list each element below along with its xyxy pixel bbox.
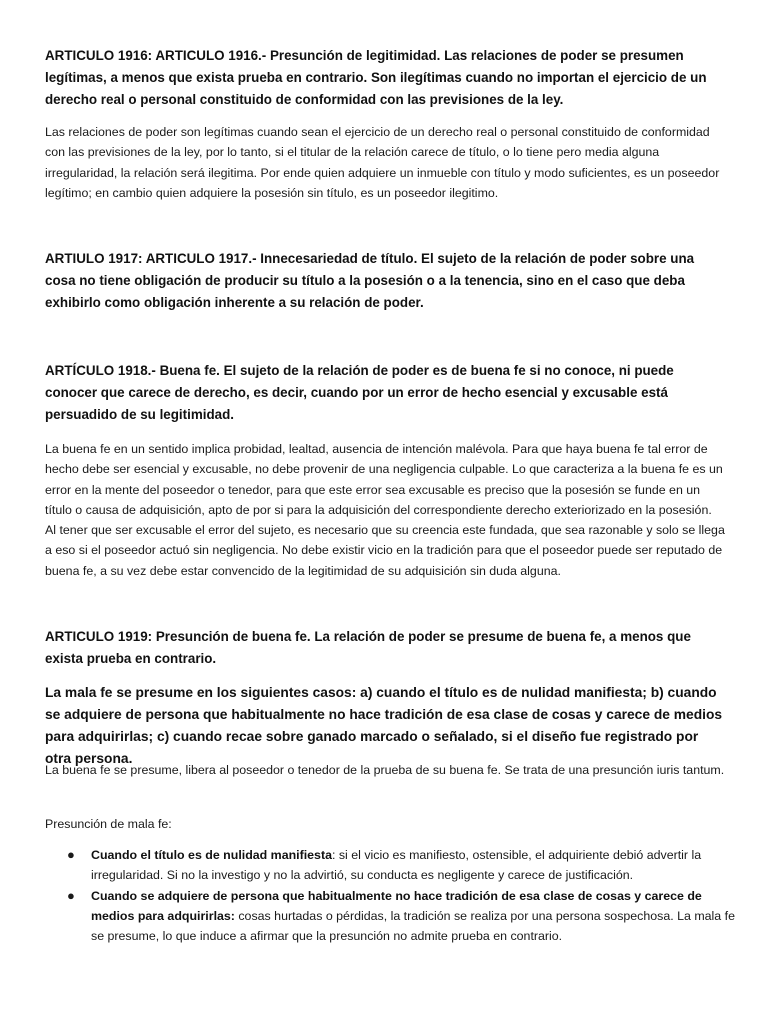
article-1918-paragraph: La buena fe en un sentido implica probidad, lealtad, ausencia de intención malévola. Para que haya buena fe tal error de hecho debe ser esencial y excusable, no debe provenir de una negligencia culpable. Lo que caracteriza a la buena fe es un error en la mente del poseedor o tenedor, para que este error sea excusable es preciso que la posesión se funde en un título o causa de adquisición, apto de por si para la adquisición del correspondiente derecho exteriorizado en la posesión. Al tener que ser excusable el error del sujeto, es necesario que su creencia este fundada, que sea razonable y solo se llega a eso si el poseedor actuó sin negligencia. No debe existir vicio en la tradición para que el poseedor puede ser reputado de buena fe, a su vez debe estar convencido de la legitimidad de su adquisición sin duda alguna. xyxy=(45,442,725,578)
list-item xyxy=(45,845,735,886)
bullet-bold-text: Cuando se adquiere de persona que habitualmente no hace tradición de esa clase de cosas y carece de medios para adquirirlas: xyxy=(91,888,702,923)
article-1918-heading: ARTÍCULO 1918.- Buena fe. El sujeto de la relación de poder es de buena fe si no conoce, ni puede conocer que carece de derecho, es decir, cuando por un error de hecho esencial y excusable está persuadido de su legitimidad. xyxy=(45,363,674,422)
article-1916-heading: ARTICULO 1916: ARTICULO 1916.- Presunción de legitimidad. Las relaciones de poder se presumen legítimas, a menos que exista prueba en contrario. Son ilegítimas cuando no importan el ejercicio de un derecho real o personal constituido de conformidad con las previsiones de la ley. xyxy=(45,48,707,107)
list-item xyxy=(45,886,735,947)
article-1916-paragraph: Las relaciones de poder son legítimas cuando sean el ejercicio de un derecho real o personal constituido de conformidad con las previsiones de la ley, por lo tanto, si el titular de la relación carece de título, o lo tiene pero media alguna irregularidad, la relación será ilegitima. Por ende quien adquiere un inmueble con título y modo suficientes, es un poseedor legítimo; en cambio quien adquiere la posesión sin título, es un poseedor ilegitimo. xyxy=(45,125,720,200)
article-1919-subheading: La mala fe se presume en los siguientes casos: a) cuando el título es de nulidad manifiesta; b) cuando se adquiere de persona que habitualmente no hace tradición de esa clase de cosas y carece de medios para adquirirlas; c) cuando recae sobre ganado marcado o señalado, si el diseño fue registrado por otra persona. xyxy=(45,685,723,766)
bullet-text: cosas hurtadas o pérdidas, la tradición se realiza por una persona sospechosa. La mala fe se presume, lo que induce a afirmar que la presunción no admite prueba en contrario. xyxy=(91,908,735,944)
bullet-list xyxy=(45,845,735,946)
article-1917-heading: ARTIULO 1917: ARTICULO 1917.- Innecesariedad de título. El sujeto de la relación de poder sobre una cosa no tiene obligación de producir su título a la posesión o a la tenencia, sino en el caso que deba exhibirlo como obligación inherente a su relación de poder. xyxy=(45,251,695,310)
bullet-icon: ● xyxy=(67,847,75,862)
article-1919-heading: ARTICULO 1919: Presunción de buena fe. La relación de poder se presume de buena fe, a menos que exista prueba en contrario. xyxy=(45,629,691,666)
bullet-text: : si el vicio es manifiesto, ostensible, el adquiriente debió advertir la irregularidad. Si no la investigo y no la advirtió, su conducta es negligente y carece de justificación. xyxy=(91,848,702,883)
article-1919-paragraph-2: Presunción de mala fe: xyxy=(45,817,172,831)
article-1919-paragraph: La buena fe se presume, libera al poseedor o tenedor de la prueba de su buena fe. Se trata de una presunción iuris tantum. xyxy=(45,763,725,777)
bullet-icon: ● xyxy=(67,887,75,903)
bullet-bold-text: Cuando el título es de nulidad manifiesta xyxy=(91,848,332,862)
